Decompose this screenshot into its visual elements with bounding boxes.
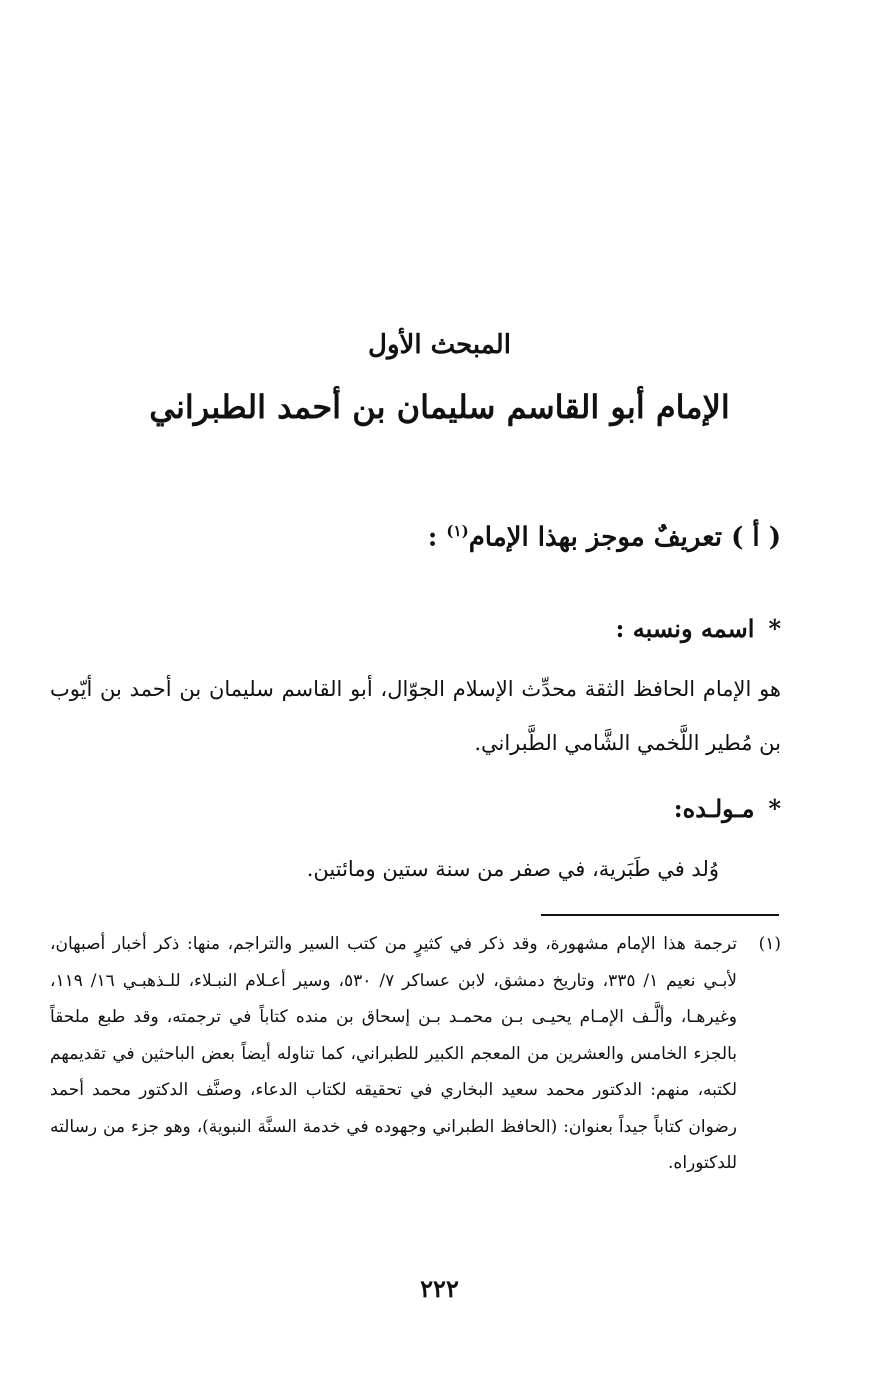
name-heading-label: اسمه ونسبه : <box>615 614 755 643</box>
footnote-reference[interactable]: (١) <box>446 522 469 540</box>
birth-heading-label: مـولـده: <box>673 794 755 823</box>
footnote-divider <box>541 914 779 916</box>
footnote <box>50 926 781 1182</box>
section-heading <box>60 522 781 553</box>
section-trailing-colon: : <box>427 522 438 553</box>
chapter-title: الإمام أبو القاسم سليمان بن أحمد الطبراني <box>149 388 730 426</box>
star-bullet-icon: * <box>768 614 781 643</box>
chapter-label: المبحث الأول <box>368 330 511 360</box>
footnote-text: ترجمة هذا الإمام مشهورة، وقد ذكر في كثيرٍ من كتب السير والتراجم، منها: ذكر أخبار أصبهان، لأبـي نعيم ١/ ٣٣٥، وتاريخ دمشق، لابن عساكر ٧/ ٥٣٠، وسير أعـلام النبـلاء، للـذهبـي ١٦/ ١١٩، وغيرهـا، وألَّـف الإمـام يحيـى بـن محمـد بـن إسحاق بن منده كتاباً في ترجمته، وقد طبع ملحقاً بالجزء الخامس والعشرين من المعجم الكبير للطبراني، كما تناوله أيضاً بعض الباحثين في تقديمهم لكتبه، منهم: الدكتور محمد سعيد البخاري في تحقيقه لكتاب الدعاء، وصنَّف الدكتور محمد أحمد رضوان كتاباً جيداً بعنوان: (الحافظ الطبراني وجهوده في خدمة السنَّة النبوية)، وهو جزء من رسالته للدكتوراه. <box>50 934 738 1173</box>
birth-heading <box>60 794 781 823</box>
footnote-mark: (١) <box>758 934 781 954</box>
section-title: تعريفٌ موجز بهذا الإمام <box>468 522 722 553</box>
page-number: ٢٢٢ <box>420 1274 459 1303</box>
section-marker: ( أ ) <box>731 522 781 553</box>
name-paragraph: هو الإمام الحافظ الثقة محدِّث الإسلام الجوّال، أبو القاسم سليمان بن أحمد بن أيّوب بن مُطير اللَّخمي الشَّامي الطَّبراني. <box>50 677 781 755</box>
name-heading <box>60 614 781 643</box>
star-bullet-icon: * <box>768 794 781 823</box>
birth-paragraph: وُلد في طَبَرية، في صفر من سنة ستين ومائتين. <box>306 857 719 881</box>
